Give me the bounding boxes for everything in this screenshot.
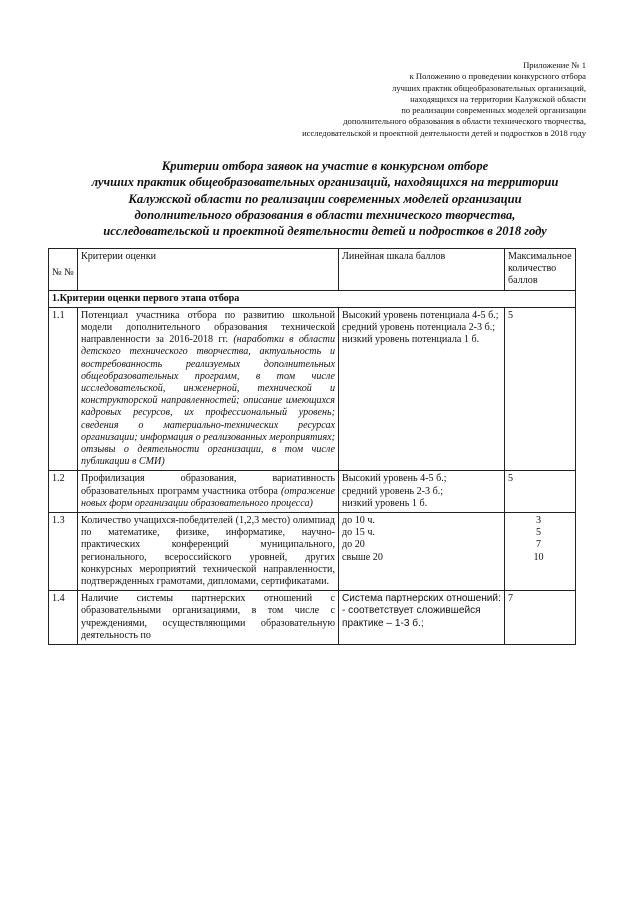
section-heading: 1.Критерии оценки первого этапа отбора (49, 290, 576, 307)
row-criteria (78, 591, 339, 645)
scale-line: до 20 (342, 539, 365, 551)
criteria-note: (отражение новых форм организации образовательного процесса) (81, 485, 335, 509)
appendix-line: исследовательской и проектной деятельности детей и подростков в 2018 году (302, 127, 586, 138)
scale-line: Высокий уровень потенциала 4-5 б.; (342, 309, 499, 321)
row-max (505, 471, 576, 513)
scale-line: до 10 ч. (342, 515, 375, 527)
table-row (49, 591, 576, 645)
row-scale (339, 591, 505, 645)
table-row (49, 513, 576, 591)
criteria-text: Количество учащихся-победителей (1,2,3 место) олимпиад по математике, физике, информатике, научно-практических конференций муниципального, регионального, всероссийского уровней, других конкурсных мероприятий технической направленности, подтвержденных грамотами, дипломами, сертификатами. (81, 515, 335, 588)
section-row (49, 290, 576, 307)
row-criteria (78, 471, 339, 513)
scale-line: средний уровень 2-3 б.; (342, 485, 444, 497)
row-number: 1.3 (49, 513, 78, 591)
row-scale (339, 471, 505, 513)
row-criteria (78, 513, 339, 591)
max-value: 5 (508, 309, 514, 321)
appendix-line: Приложение № 1 (523, 60, 586, 70)
row-max (505, 307, 576, 471)
title-line: лучших практик общеобразовательных организаций, находящихся на территории (91, 175, 559, 190)
appendix-line: дополнительного образования в области технического творчества, (343, 116, 586, 127)
scale-line: свыше 20 (342, 551, 383, 563)
criteria-text: Профилизация образования, вариативность образовательных программ участника отбора (81, 473, 335, 497)
title-line: дополнительного образования в области технического творчества, (134, 207, 516, 222)
criteria-text: Наличие системы партнерских отношений с образовательными организациями, в том числе с учреждениями, осуществляющими образовательную деятельность по (81, 593, 335, 641)
appendix-line: лучших практик общеобразовательных организаций, (392, 82, 586, 93)
max-value: 10 (533, 551, 544, 563)
max-value: 7 (508, 593, 514, 605)
header-max: Максимальное количество баллов (505, 249, 576, 291)
criteria-note: (наработки в области детского технического творчества, актуальность и востребованность реализуемых дополнительных общеобразовательных программ, в том числе исследовательской, инженерной, технической и конструкторской направленностей; описание имеющихся кадровых ресурсов, их профессиональный уровень; сведения о материально-технических ресурсах организации; информация о реализованных мероприятиях; отзывы о деятельности организации, в том числе публикации в СМИ) (81, 334, 335, 468)
appendix-line: по реализации современных моделей организации (401, 105, 586, 116)
scale-line: низкий уровень потенциала 1 б. (342, 334, 480, 346)
title-line: Калужской области по реализации современных моделей организации (128, 191, 522, 206)
row-number: 1.1 (49, 307, 78, 471)
row-criteria (78, 307, 339, 471)
row-scale (339, 307, 505, 471)
scale-line: Высокий уровень 4-5 б.; (342, 473, 447, 485)
document-title (40, 158, 610, 239)
criteria-text: Потенциал участника отбора по развитию школьной модели дополнительного образования технической направленности за 2016-2018 гг. (81, 309, 335, 346)
header-number-text: № № (52, 267, 74, 278)
max-value: 5 (508, 473, 514, 485)
header-criteria: Критерии оценки (78, 249, 339, 291)
scale-line: низкий уровень 1 б. (342, 497, 428, 509)
appendix-line: находящихся на территории Калужской области (410, 93, 586, 104)
row-number: 1.4 (49, 591, 78, 645)
table-header-row (49, 249, 576, 291)
table-row (49, 471, 576, 513)
row-number: 1.2 (49, 471, 78, 513)
criteria-table (48, 248, 576, 645)
scale-line: средний уровень потенциала 2-3 б.; (342, 322, 496, 334)
table-row (49, 307, 576, 471)
scale-line: Система партнерских отношений: (342, 593, 501, 605)
row-max (505, 513, 576, 591)
scale-line: - соответствует сложившейся практике – 1-3 б.; (342, 605, 481, 629)
max-value: 3 (535, 515, 542, 527)
max-value: 5 (535, 527, 542, 539)
appendix-note (206, 60, 586, 139)
max-value: 7 (535, 539, 542, 551)
row-max (505, 591, 576, 645)
title-line: Критерии отбора заявок на участие в конкурсном отборе (161, 159, 489, 173)
title-line: исследовательской и проектной деятельности детей и подростков в 2018 году (103, 224, 547, 239)
header-number (49, 249, 78, 291)
appendix-line: к Положению о проведении конкурсного отбора (409, 71, 586, 82)
header-scale: Линейная шкала баллов (339, 249, 505, 291)
scale-line: до 15 ч. (342, 527, 375, 539)
row-scale (339, 513, 505, 591)
